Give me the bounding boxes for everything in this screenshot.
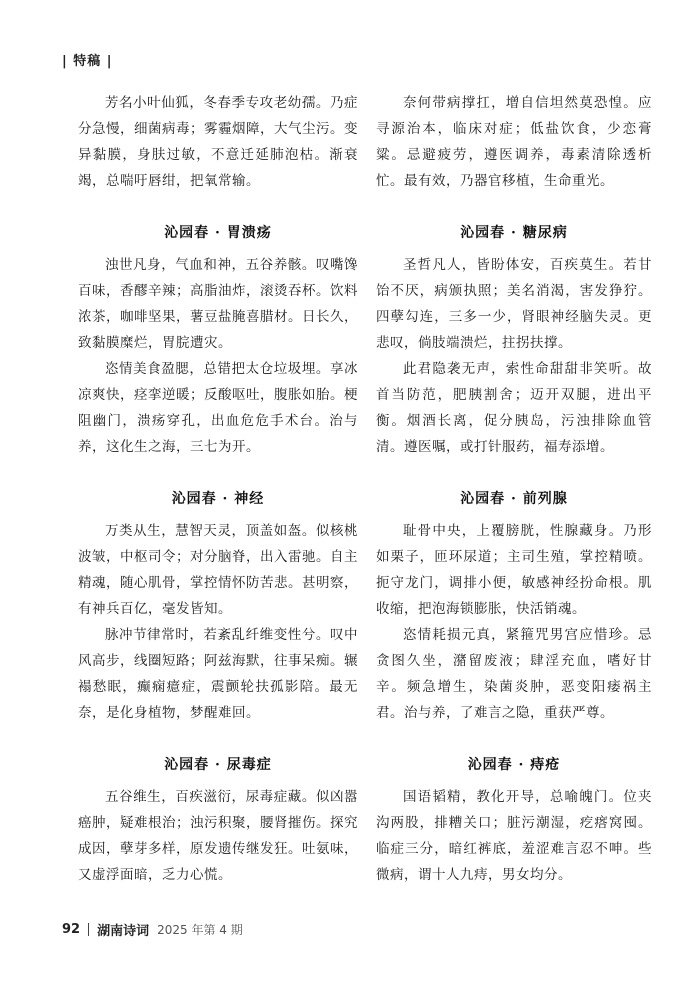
poem-stanza: 圣哲凡人，皆盼体安，百疾莫生。若甘饴不厌，病颁执照；美名消渴，害发狰狞。四孽勾连，三多一少，肾眼神经脑失灵。更悲叹，倘肢端溃烂，拄拐扶撑。 bbox=[376, 257, 652, 351]
poem-shenjing bbox=[78, 486, 358, 726]
poem-qianliexian bbox=[376, 486, 652, 726]
poem-stanza: 万类从生，慧智天灵，顶盖如盔。似核桃波皱，中枢司令；对分脑脊，出入雷驰。自主精魂，随心肌骨，掌控情怀防苦悲。甚明察，有神兵百亿，毫发皆知。 bbox=[78, 523, 358, 617]
poem-stanza: 奈何带病撑扛，增自信坦然莫恐惶。应寻源治本，临床对症；低盐饮食，少恋膏粱。忌避疲劳，遵医调养，毒素清除透析忙。最有效，乃器官移植，生命重光。 bbox=[376, 95, 652, 189]
poem-stanza: 五谷维生，百疾滋衍，尿毒症藏。似凶嚣癌肿，疑难根治；浊污积聚，腰肾摧伤。探究成因，孽芽多样，原发遗传继发狂。吐氨味，又虚浮面暗，乏力心慌。 bbox=[78, 789, 358, 883]
poem-zhichuang bbox=[376, 752, 652, 888]
poem-stanza: 国语韬精，教化开导，总喻魄门。位夹沟两股，排糟关口；脏污潮湿，疙瘩窝囤。临症三分，暗红裤底，羞涩难言忍不呻。些微病，谓十人九痔，男女均分。 bbox=[376, 789, 652, 883]
poem-stanza: 脉冲节律常时，若紊乱纤维变性兮。叹中风高步，线圈短路；阿兹海默，往事呆痴。辗褟愁眠，癫痫癔症，震颤轮扶孤影陪。最无奈，是化身植物，梦醒难回。 bbox=[78, 627, 358, 721]
left-column bbox=[78, 90, 358, 914]
poem-title: 沁园春 · 糖尿病 bbox=[460, 225, 568, 241]
poem-stanza: 芳名小叶仙狐，冬春季专攻老幼孺。乃症分急慢，细菌病毒；雾霾烟障，大气尘污。变异黏膜，身肤过敏，不意迁延肺泡枯。渐衰竭，总喘吁唇绀，把氧常输。 bbox=[78, 95, 358, 189]
page-footer bbox=[62, 920, 243, 939]
poem-stanza: 浊世凡身，气血和神，五谷养骸。叹嘴馋百味，香醪辛辣；高脂油炸，滚烫吞杯。饮料浓茶，咖啡坚果，薯豆盐腌喜腊材。日长久，致黏膜糜烂，胃脘遭灾。 bbox=[78, 257, 358, 351]
poem-stanza: 此君隐袭无声，索性命甜甜非笑听。故首当防范，肥胰割舍；迈开双腿，进出平衡。烟酒长离，促分胰岛，污浊排除血管清。遵医嘱，或打针服药，福寿添增。 bbox=[376, 361, 652, 455]
footer-divider bbox=[88, 923, 89, 936]
poem-title: 沁园春 · 神经 bbox=[171, 491, 265, 507]
right-column bbox=[376, 90, 652, 914]
poem-title: 沁园春 · 痔疮 bbox=[467, 757, 561, 773]
poem-stanza: 恣情美食盈腮，总错把太仓垃圾埋。享冰凉爽快，痉挛逆暖；反酸呕吐，腹胀如胎。梗阻幽门，溃疡穿孔，出血危危手术台。治与养，这化生之海，三七为开。 bbox=[78, 361, 358, 455]
poem-stanza: 恣情耗损元真，紧箍咒男宫应惜珍。忌贪图久坐，潴留废液；肆淫充血，嗜好甘辛。频急增生，染菌炎肿，恶变阳痿祸主君。治与养，了难言之隐，重获严尊。 bbox=[376, 627, 652, 721]
issue-label: 2025 年第 4 期 bbox=[157, 923, 243, 937]
poem-weikuiyang bbox=[78, 220, 358, 460]
poem-title: 沁园春 · 尿毒症 bbox=[164, 757, 272, 773]
section-tag: | 特稿 | bbox=[62, 54, 113, 69]
poem-niaoduzheng bbox=[78, 752, 358, 888]
poem-continued-right bbox=[376, 90, 652, 194]
poem-tangniaobing bbox=[376, 220, 652, 460]
magazine-name: 湖南诗词 bbox=[97, 924, 150, 939]
page-number: 92 bbox=[62, 922, 81, 937]
poem-title: 沁园春 · 胃溃疡 bbox=[164, 225, 272, 241]
poem-title: 沁园春 · 前列腺 bbox=[460, 491, 568, 507]
poem-stanza: 耻骨中央，上覆膀胱，性腺藏身。乃形如栗子，匝环尿道；主司生殖，掌控精喷。扼守龙门，调排小便，敏感神经扮命根。肌收缩，把泡海锁膨胀，快活销魂。 bbox=[376, 523, 652, 617]
poem-continued-left bbox=[78, 90, 358, 194]
